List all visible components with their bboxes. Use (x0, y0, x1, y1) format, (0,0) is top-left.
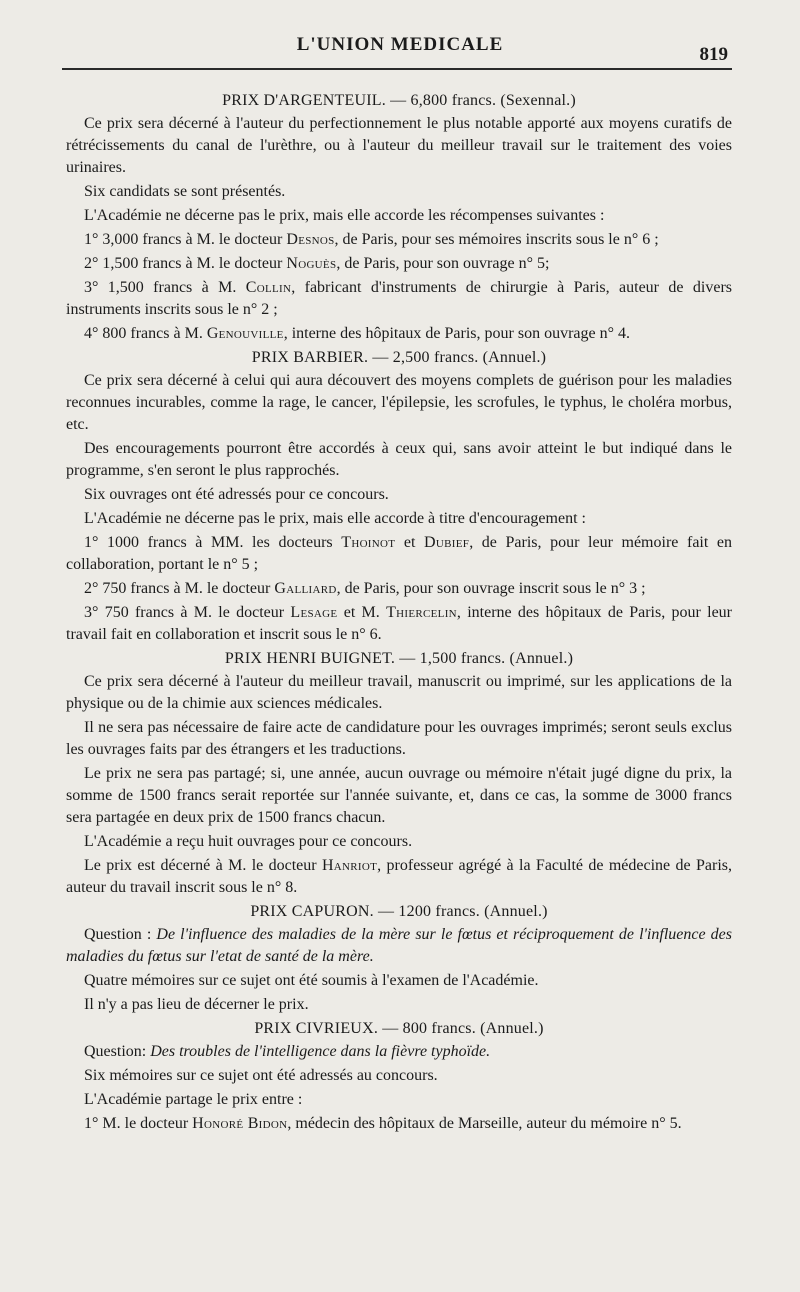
laureate-name: Dubief (424, 534, 470, 551)
award-text: , professeur agrégé à la Faculté de médecine de Paris, auteur du travail inscrit sous le n° 8. (66, 857, 732, 896)
award-text: 4° 800 francs à M. (84, 325, 207, 342)
question-text: Des troubles de l'intelligence dans la fièvre typhoïde. (150, 1043, 491, 1060)
paragraph: Ce prix sera décerné à celui qui aura découvert des moyens complets de guérison pour les maladies reconnues incurables, comme la rage, le cancer, l'épilepsie, les scrofules, le typhus, le choléra morbus, etc. (66, 372, 732, 433)
award-text: , médecin des hôpitaux de Marseille, auteur du mémoire n° 5. (287, 1115, 682, 1132)
paragraph: L'Académie partage le prix entre : (84, 1091, 303, 1108)
award-entry (66, 253, 732, 275)
prize-title-buignet: PRIX HENRI BUIGNET. — 1,500 francs. (Annuel.) (224, 650, 574, 667)
paragraph: Le prix ne sera pas partagé; si, une année, aucun ouvrage ou mémoire n'était jugé digne du prix, la somme de 1500 francs serait reportée sur l'année suivante, et, dans ce cas, la somme de 3000 francs sera partagée en deux prix de 1500 francs chacun. (66, 765, 732, 826)
paragraph: Des encouragements pourront être accordés à ceux qui, sans avoir atteint le but indiqué dans le programme, s'en seront le plus rapprochés. (66, 440, 732, 479)
laureate-name: Galliard (274, 580, 337, 597)
award-entry (66, 323, 732, 345)
paragraph: Six candidats se sont présentés. (84, 183, 286, 200)
paragraph: L'Académie ne décerne pas le prix, mais elle accorde les récompenses suivantes : (84, 207, 605, 224)
question-label: Question: (84, 1043, 151, 1060)
question-text: De l'influence des maladies de la mère sur le fœtus et réciproquement de l'influence des maladies du fœtus sur l'etat de santé de la mère. (66, 926, 733, 965)
paragraph: Quatre mémoires sur ce sujet ont été soumis à l'examen de l'Académie. (84, 972, 539, 989)
paragraph: Ce prix sera décerné à l'auteur du meilleur travail, manuscrit ou imprimé, sur les applications de la physique ou de la chimie aux sciences médicales. (66, 673, 732, 712)
paragraph: Ce prix sera décerné à l'auteur du perfectionnement le plus notable apporté aux moyens curatifs de rétrécissements du canal de l'urèthre, ou à l'auteur du meilleur travail sur le traitement des voies urinaires. (66, 115, 732, 176)
award-text: 1° M. le docteur (84, 1115, 193, 1132)
award-text: Le prix est décerné à M. le docteur (84, 857, 322, 874)
award-text: 3° 1,500 francs à M. (84, 279, 246, 296)
page-body (66, 88, 732, 1137)
award-text: , de Paris, pour leur mémoire fait en collaboration, portant le n° 5 ; (66, 534, 733, 573)
award-text: , interne des hôpitaux de Paris, pour leur travail fait en collaboration et inscrit sous le n° 6. (66, 604, 732, 643)
award-entry (66, 855, 732, 899)
paragraph: L'Académie a reçu huit ouvrages pour ce concours. (84, 833, 413, 850)
award-entry (66, 277, 732, 321)
page-number: 819 (699, 44, 728, 65)
prize-title-civrieux: PRIX CIVRIEUX. — 800 francs. (Annuel.) (254, 1020, 544, 1037)
laureate-name: Thoinot (341, 534, 396, 551)
laureate-name: Lesage (290, 604, 338, 621)
page-header (0, 30, 800, 70)
laureate-name: Collin (245, 279, 292, 296)
running-title: L'UNION MEDICALE (296, 34, 504, 55)
award-text: , interne des hôpitaux de Paris, pour son ouvrage n° 4. (283, 325, 631, 342)
award-text: , de Paris, pour ses mémoires inscrits sous le n° 6 ; (334, 231, 659, 248)
question-paragraph (66, 1041, 732, 1063)
award-text: et (395, 534, 425, 551)
laureate-name: Genouville (206, 325, 284, 342)
question-label: Question : (84, 926, 157, 943)
award-text: 1° 3,000 francs à M. le docteur (84, 231, 287, 248)
header-rule (62, 68, 732, 70)
award-entry (66, 602, 732, 646)
award-text: 2° 750 francs à M. le docteur (84, 580, 275, 597)
prize-title-capuron: PRIX CAPURON. — 1200 francs. (Annuel.) (250, 903, 548, 920)
award-text: , de Paris, pour son ouvrage n° 5; (336, 255, 550, 272)
award-text: , de Paris, pour son ouvrage inscrit sous le n° 3 ; (336, 580, 646, 597)
question-paragraph (66, 924, 732, 968)
laureate-name: Noguès (286, 255, 337, 272)
laureate-name: Honoré Bidon (192, 1115, 288, 1132)
award-text: 2° 1,500 francs à M. le docteur (84, 255, 287, 272)
paragraph: L'Académie ne décerne pas le prix, mais elle accorde à titre d'encouragement : (84, 510, 586, 527)
paragraph: Six ouvrages ont été adressés pour ce concours. (84, 486, 389, 503)
laureate-name: Hanriot (321, 857, 378, 874)
award-entry (66, 532, 732, 576)
award-entry (66, 1113, 732, 1135)
award-text: 1° 1000 francs à MM. les docteurs (84, 534, 342, 551)
paragraph: Il ne sera pas nécessaire de faire acte de candidature pour les ouvrages imprimés; seront seuls exclus les ouvrages faits par des étrangers et les traductions. (66, 719, 732, 758)
award-text: 3° 750 francs à M. le docteur (84, 604, 291, 621)
paragraph: Il n'y a pas lieu de décerner le prix. (84, 996, 309, 1013)
award-text: et M. (337, 604, 387, 621)
laureate-name: Thiercelin (386, 604, 457, 621)
award-text: , fabricant d'instruments de chirurgie à Paris, auteur de divers instruments inscrits sous le n° 2 ; (66, 279, 732, 318)
award-entry (66, 229, 732, 251)
award-entry (66, 578, 732, 600)
prize-title-barbier: PRIX BARBIER. — 2,500 francs. (Annuel.) (251, 349, 547, 366)
laureate-name: Desnos (286, 231, 335, 248)
prize-title-argenteuil: PRIX D'ARGENTEUIL. — 6,800 francs. (Sexennal.) (222, 92, 576, 109)
paragraph: Six mémoires sur ce sujet ont été adressés au concours. (84, 1067, 438, 1084)
